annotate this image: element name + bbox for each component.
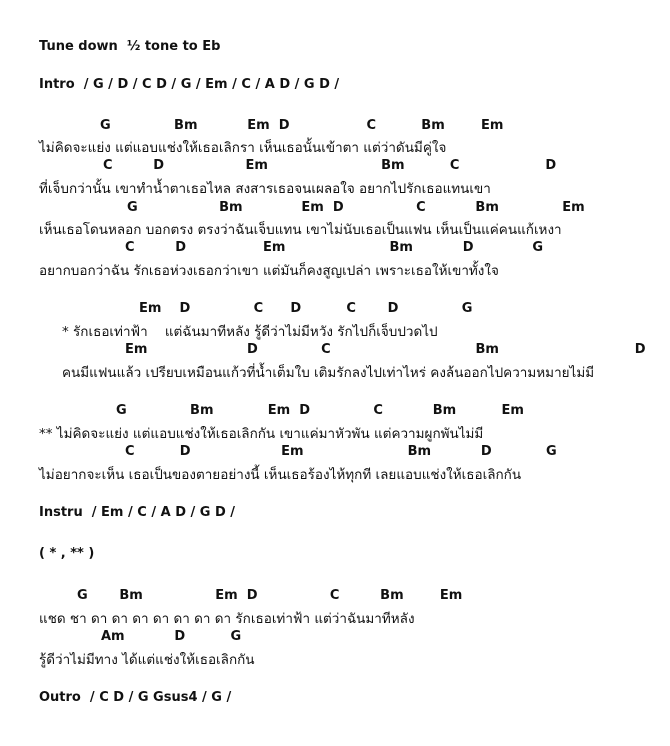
lyric-line: * รักเธอเท่าฟ้า แต่ฉันมาทีหลัง รู้ดีว่าไม่มีหวัง รักไปก็เจ็บปวดไป — [62, 324, 438, 340]
chord-line: G Bm Em D C Bm Em — [127, 200, 585, 215]
lyric-line: รู้ดีว่าไม่มีทาง ได้แต่แช่งให้เธอเลิกกัน — [39, 652, 255, 668]
lyric-line: คนมีแฟนแล้ว เปรียบเหมือนแก้วที่น้ำเต็มใบ เติมรักลงไปเท่าไหร่ คงล้นออกไปความหมายไม่มี — [62, 365, 595, 381]
repeat-marker: ( * , ** ) — [39, 546, 95, 561]
tuning-note: Tune down ½ tone to Eb — [39, 39, 221, 54]
lyric-line: ที่เจ็บกว่านั้น เขาทำน้ำตาเธอไหล สงสารเธอจนเผลอใจ อยากไปรักเธอแทนเขา — [39, 181, 491, 197]
lyric-line: แชด ชา ดา ดา ดา ดา ดา ดา ดา รักเธอเท่าฟ้า แต่ว่าฉันมาทีหลัง — [39, 611, 415, 627]
chord-line: G Bm Em D C Bm Em — [100, 118, 504, 133]
chord-line: C D Em Bm C D — [103, 158, 557, 173]
lyric-line: อยากบอกว่าฉัน รักเธอห่วงเธอกว่าเขา แต่มันก็คงสูญเปล่า เพราะเธอให้เขาทั้งใจ — [39, 263, 499, 279]
lyric-line: ** ไม่คิดจะแย่ง แต่แอบแช่งให้เธอเลิกกัน เขาแค่มาหัวพัน แต่ความผูกพันไม่มี — [39, 426, 484, 442]
chord-line: Am D G — [101, 629, 242, 644]
lyric-line: ไม่คิดจะแย่ง แต่แอบแช่งให้เธอเลิกรา เห็นเธอนั้นเข้าตา แต่ว่าดันมีคู่ใจ — [39, 140, 447, 156]
chord-line: G Bm Em D C Bm Em — [77, 588, 463, 603]
chord-line: Em D C D C D G — [139, 301, 473, 316]
lyric-line: ไม่อยากจะเห็น เธอเป็นของตายอย่างนี้ เห็นเธอร้องไห้ทุกที เลยแอบแช่งให้เธอเลิกกัน — [39, 467, 522, 483]
intro-line: Intro / G / D / C D / G / Em / C / A D / G D / — [39, 77, 340, 92]
chord-line: G Bm Em D C Bm Em — [116, 403, 524, 418]
chord-line: C D Em Bm D G — [125, 444, 557, 459]
chord-line: Em D C Bm D — [125, 342, 646, 357]
chord-line: C D Em Bm D G — [125, 240, 544, 255]
instru-line: Instru / Em / C / A D / G D / — [39, 505, 236, 520]
outro-line: Outro / C D / G Gsus4 / G / — [39, 690, 232, 705]
lyric-line: เห็นเธอโดนหลอก บอกตรง ตรงว่าฉันเจ็บแทน เขาไม่นับเธอเป็นแฟน เห็นเป็นแค่คนแก้เหงา — [39, 222, 562, 238]
